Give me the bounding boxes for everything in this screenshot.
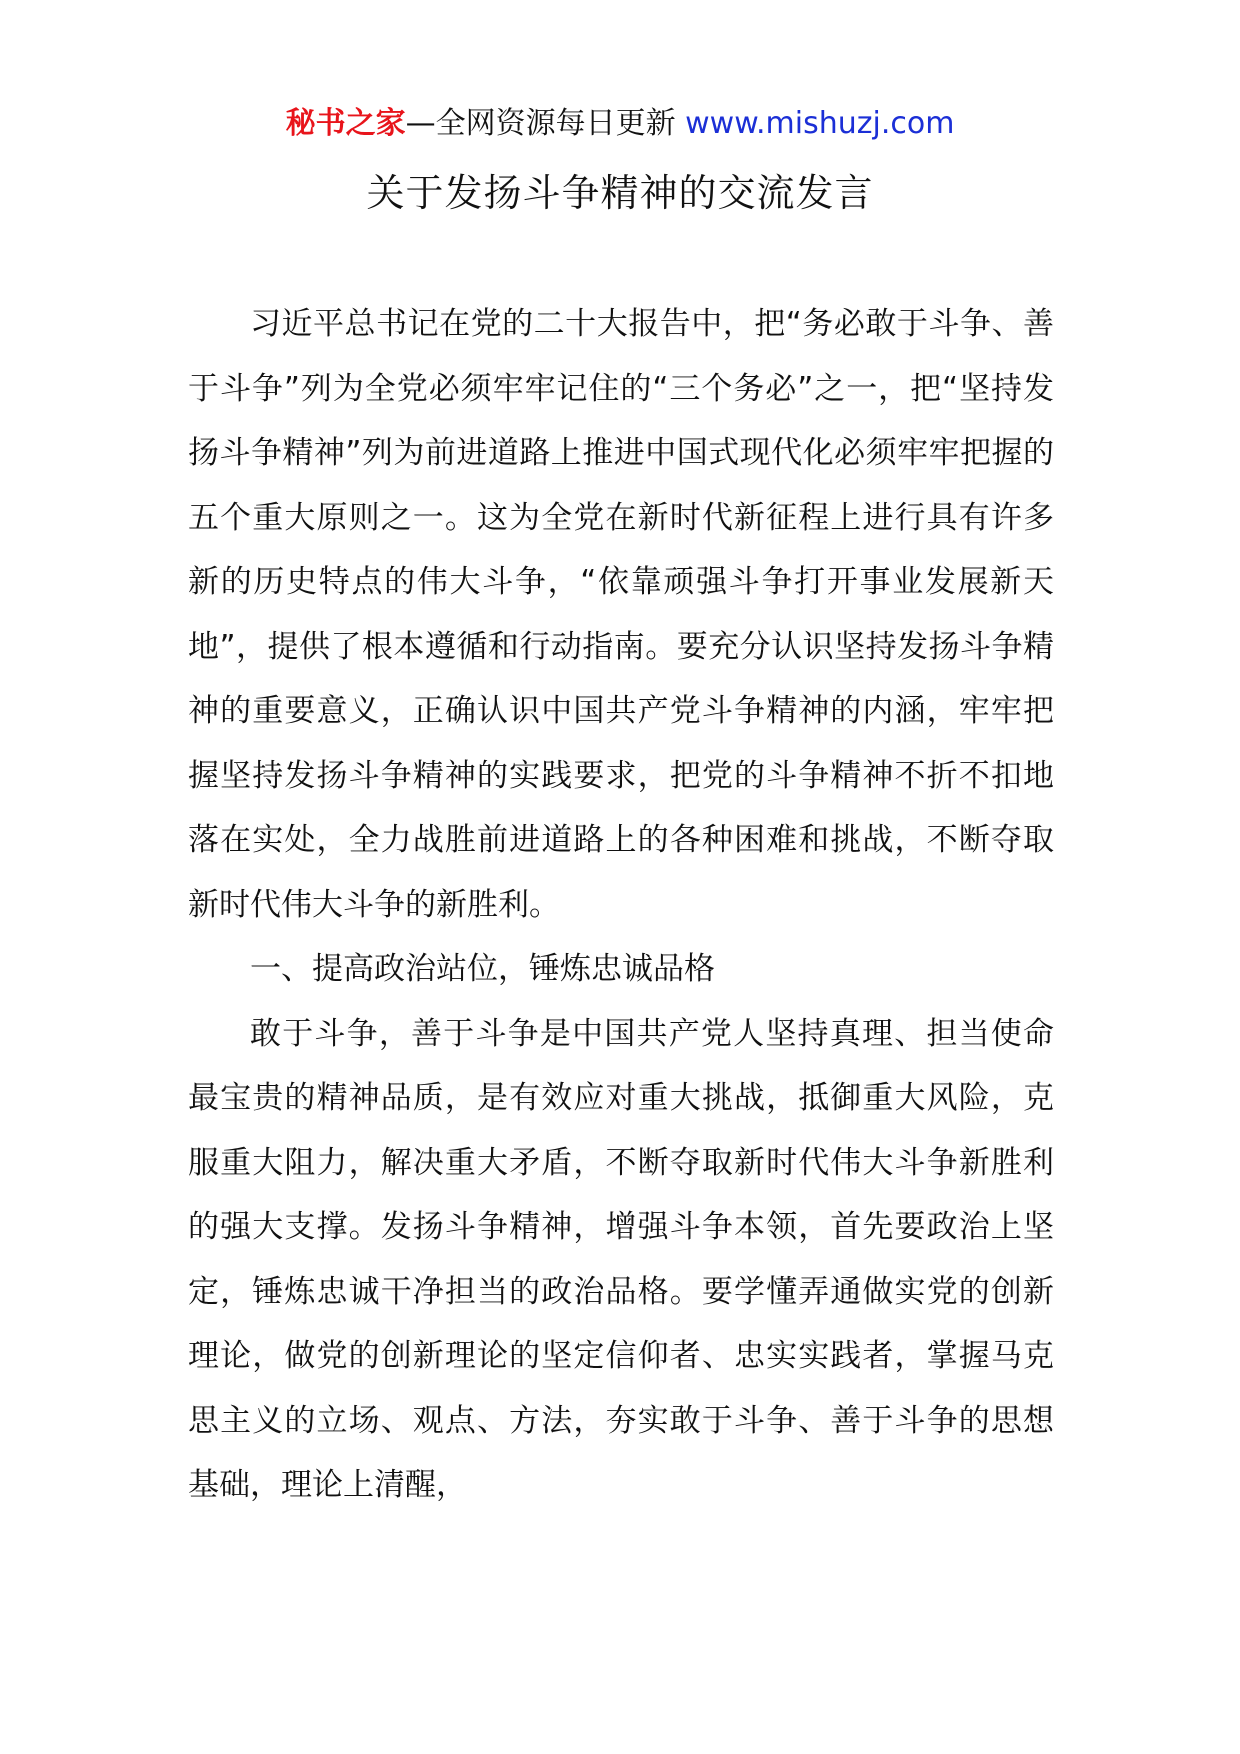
paragraph-intro: 习近平总书记在党的二十大报告中，把“务必敢于斗争、善于斗争”列为全党必须牢牢记住的“三个务必”之一，把“坚持发扬斗争精神”列为前进道路上推进中国式现代化必须牢牢把握的五个重大原则之一。这为全党在新时代新征程上进行具有许多新的历史特点的伟大斗争，“依靠顽强斗争打开事业发展新天地”，提供了根本遵循和行动指南。要充分认识坚持发扬斗争精神的重要意义，正确认识中国共产党斗争精神的内涵，牢牢把握坚持发扬斗争精神的实践要求，把党的斗争精神不折不扣地落在实处，全力战胜前进道路上的各种困难和挑战，不断夺取新时代伟大斗争的新胜利。 (188, 306, 1054, 923)
document-title: 关于发扬斗争精神的交流发言 (366, 171, 874, 215)
brand-name: 秘书之家 (285, 106, 406, 141)
section-heading-1: 一、提高政治站位，锤炼忠诚品格 (250, 951, 715, 987)
site-header (0, 100, 1240, 148)
paragraph-section-1: 敢于斗争，善于斗争是中国共产党人坚持真理、担当使命最宝贵的精神品质，是有效应对重大挑战，抵御重大风险，克服重大阻力，解决重大矛盾，不断夺取新时代伟大斗争新胜利的强大支撑。发扬斗争精神，增强斗争本领，首先要政治上坚定，锤炼忠诚干净担当的政治品格。要学懂弄通做实党的创新理论，做党的创新理论的坚定信仰者、忠实实践者，掌握马克思主义的立场、观点、方法，夯实敢于斗争、善于斗争的思想基础，理论上清醒， (188, 1015, 1054, 1503)
document-body (188, 292, 1054, 1518)
header-tagline: —全网资源每日更新 (405, 106, 676, 141)
site-url-link[interactable]: www.mishuzj.com (685, 106, 955, 141)
